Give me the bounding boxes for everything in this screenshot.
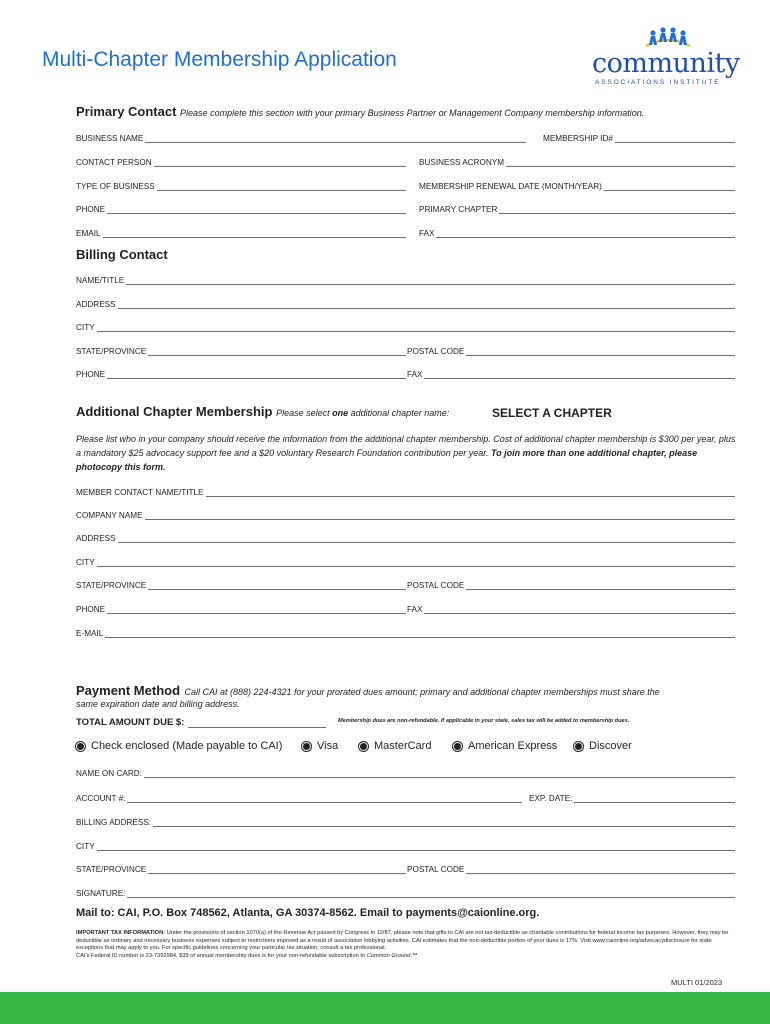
instructions-text: Please list who in your company should receive the information from the additional chapter membership. Cost of additional chapter membership is $300 per year, plus a mandatory $25 advocacy support fee and a $20 voluntary Research Foundation contribution per year. [76,434,736,458]
billing-city-field[interactable] [76,320,735,332]
additional-chapter-heading [76,404,449,419]
account-number-field[interactable] [76,791,522,803]
exp-date-label: EXP. DATE: [529,794,573,803]
additional-address-field[interactable] [76,531,735,543]
federal-id-suffix: .™ [410,952,418,959]
additional-chapter-note [276,408,449,418]
primary-chapter-field[interactable] [419,202,735,214]
discover-option[interactable] [574,740,632,752]
additional-email-label: E-MAIL [76,629,104,638]
additional-address-line[interactable] [118,532,735,543]
payment-heading [76,682,742,700]
mastercard-option[interactable] [359,740,431,752]
additional-phone-label: PHONE [76,605,106,614]
visa-option-label: Visa [317,740,339,752]
total-amount-line[interactable] [188,717,326,728]
federal-id-text: CAI's Federal ID number is 23-7392984. $39 of annual membership dues is for your non-refundable subscription to [76,952,367,959]
billing-phone-label: PHONE [76,370,106,379]
additional-postal-label: POSTAL CODE [407,581,465,590]
additional-city-label: CITY [76,558,95,567]
primary-email-line[interactable] [103,227,406,238]
tax-label: IMPORTANT TAX INFORMATION: [76,930,166,936]
note-bold: one [332,408,349,418]
amex-option-label: American Express [468,740,558,752]
membership-id-line[interactable] [615,132,735,143]
business-acronym-label: BUSINESS ACRONYM [419,158,505,167]
member-contact-label: MEMBER CONTACT NAME/TITLE [76,488,204,497]
membership-id-label: MEMBERSHIP ID# [543,134,613,143]
primary-phone-field[interactable] [76,202,406,214]
discover-option-label: Discover [589,740,632,752]
exp-date-field[interactable] [529,791,735,803]
renewal-date-line[interactable] [604,180,735,191]
additional-city-line[interactable] [97,556,735,567]
primary-phone-label: PHONE [76,205,106,214]
visa-option[interactable] [302,740,338,752]
additional-fax-label: FAX [407,605,423,614]
additional-state-field[interactable] [76,578,406,590]
note-post: additional chapter name: [348,408,450,418]
amex-option[interactable] [453,740,557,752]
primary-fax-line[interactable] [436,227,735,238]
contact-person-field[interactable] [76,155,406,167]
logo-wordmark: community [592,48,740,79]
additional-state-label: STATE/PROVINCE [76,581,147,590]
billing-address-label: ADDRESS [76,300,116,309]
signature-field[interactable] [76,886,735,898]
payment-note-line1: Call CAI at (888) 224-4321 for your prorated dues amount; primary and additional chapter memberships must share the [184,687,660,697]
billing-state-line[interactable] [148,345,406,356]
exp-date-line[interactable] [574,792,735,803]
amex-radio-icon[interactable] [453,742,462,751]
instructions-bold: To join more than one additional chapter, please photocopy this form. [76,448,698,472]
form-title: Multi-Chapter Membership Application [42,48,397,71]
additional-fax-field[interactable] [407,602,735,614]
total-amount-field[interactable] [76,715,326,728]
select-chapter-dropdown[interactable]: SELECT A CHAPTER [492,406,612,420]
business-name-field[interactable] [76,131,526,143]
billing-address-line[interactable] [118,298,735,309]
mastercard-radio-icon[interactable] [359,742,368,751]
billing-phone-line[interactable] [107,368,406,379]
billing-city-label: CITY [76,323,95,332]
card-city-label: CITY [76,842,95,851]
primary-email-label: EMAIL [76,229,101,238]
billing-city-line[interactable] [97,321,735,332]
billing-phone-field[interactable] [76,367,406,379]
type-of-business-line[interactable] [157,180,406,191]
business-name-line[interactable] [145,132,526,143]
common-ground-text: Common Ground [366,952,411,959]
business-acronym-line[interactable] [506,156,735,167]
card-billing-address-label: BILLING ADDRESS: [76,818,152,827]
card-billing-address-line[interactable] [153,816,735,827]
member-contact-line[interactable] [206,486,735,497]
note-pre: Please select [276,408,333,418]
billing-fax-line[interactable] [424,368,735,379]
card-postal-label: POSTAL CODE [407,865,465,874]
total-amount-label: TOTAL AMOUNT DUE $: [76,717,185,728]
check-option[interactable] [76,740,282,752]
check-option-label: Check enclosed (Made payable to CAI) [91,740,283,752]
billing-address-field[interactable] [76,297,735,309]
additional-phone-field[interactable] [76,602,406,614]
cai-logo [590,24,740,92]
account-number-label: ACCOUNT #: [76,794,126,803]
footer-bar [0,992,770,1024]
discover-radio-icon[interactable] [574,742,583,751]
card-postal-field[interactable] [407,862,735,874]
billing-postal-field[interactable] [407,344,735,356]
signature-line[interactable] [127,887,735,898]
primary-chapter-label: PRIMARY CHAPTER [419,205,498,214]
name-on-card-line[interactable] [144,767,735,778]
logo-subtitle: ASSOCIATIONS INSTITUTE [595,79,721,86]
visa-radio-icon[interactable] [302,742,311,751]
primary-fax-field[interactable] [419,226,735,238]
additional-phone-line[interactable] [107,603,406,614]
primary-contact-heading [76,104,644,119]
card-city-line[interactable] [97,840,735,851]
contact-person-label: CONTACT PERSON [76,158,152,167]
primary-chapter-line[interactable] [499,203,735,214]
mastercard-option-label: MasterCard [374,740,432,752]
additional-postal-line[interactable] [466,579,735,590]
additional-state-line[interactable] [148,579,406,590]
type-of-business-field[interactable] [76,179,406,191]
company-name-field[interactable] [76,508,735,520]
additional-chapter-title: Additional Chapter Membership [76,404,273,419]
renewal-date-field[interactable] [419,179,735,191]
billing-name-field[interactable] [76,273,735,285]
card-billing-address-field[interactable] [76,815,735,827]
business-name-label: BUSINESS NAME [76,134,144,143]
billing-fax-label: FAX [407,370,423,379]
billing-contact-heading: Billing Contact [76,247,168,262]
additional-email-line[interactable] [105,627,735,638]
additional-city-field[interactable] [76,555,735,567]
billing-state-field[interactable] [76,344,406,356]
card-city-field[interactable] [76,839,735,851]
additional-postal-field[interactable] [407,578,735,590]
billing-postal-line[interactable] [466,345,735,356]
billing-fax-field[interactable] [407,367,735,379]
name-on-card-field[interactable] [76,766,735,778]
account-number-line[interactable] [127,792,522,803]
billing-name-line[interactable] [126,274,735,285]
card-state-label: STATE/PROVINCE [76,865,147,874]
billing-postal-label: POSTAL CODE [407,347,465,356]
primary-email-field[interactable] [76,226,406,238]
business-acronym-field[interactable] [419,155,735,167]
check-radio-icon[interactable] [76,742,85,751]
tax-text: Under the provisions of section 1070(a) of the Revenue Act passed by Congress in 12/87, please note that gifts to CAI are not tax-deductible as charitable contributions for federal income tax purposes. However, they may be deductible as ordinary and necessary business expenses subject to restrictions imposed as a result of association lobbying activities. CAI estimates that the non-deductible portion of your dues is 17%. Visit www.caionline.org/advocacydisclosure for state exceptions that may apply to you. For specific guidelines concerning your particular tax situation, consult a tax professional. [76,930,729,951]
mail-to-line: Mail to: CAI, P.O. Box 748562, Atlanta, GA 30374-8562. Email to payments@caionline.org. [76,907,540,919]
refund-note: Membership dues are non-refundable. If applicable in your state, sales tax will be added to membership dues. [338,718,630,724]
card-state-field[interactable] [76,862,406,874]
primary-contact-title: Primary Contact [76,104,177,119]
tax-information [76,930,736,960]
payment-title: Payment Method [76,683,181,698]
primary-fax-label: FAX [419,229,435,238]
card-state-line[interactable] [148,863,406,874]
membership-id-field[interactable] [543,131,735,143]
type-of-business-label: TYPE OF BUSINESS [76,182,155,191]
billing-state-label: STATE/PROVINCE [76,347,147,356]
form-code: MULTI 01/2023 [671,978,723,987]
card-postal-line[interactable] [466,863,735,874]
company-name-label: COMPANY NAME [76,511,143,520]
billing-name-label: NAME/TITLE [76,276,125,285]
primary-contact-note: Please complete this section with your primary Business Partner or Management Company membership information. [180,108,645,118]
additional-chapter-instructions [76,432,742,474]
primary-phone-line[interactable] [107,203,406,214]
company-name-line[interactable] [145,509,735,520]
signature-label: SIGNATURE: [76,889,126,898]
contact-person-line[interactable] [154,156,406,167]
name-on-card-label: NAME ON CARD: [76,769,142,778]
additional-email-field[interactable] [76,626,735,638]
additional-fax-line[interactable] [424,603,735,614]
additional-address-label: ADDRESS [76,534,116,543]
member-contact-field[interactable] [76,485,735,497]
renewal-date-label: MEMBERSHIP RENEWAL DATE (MONTH/YEAR) [419,182,602,191]
payment-note-line2: same expiration date and billing address. [76,699,240,709]
